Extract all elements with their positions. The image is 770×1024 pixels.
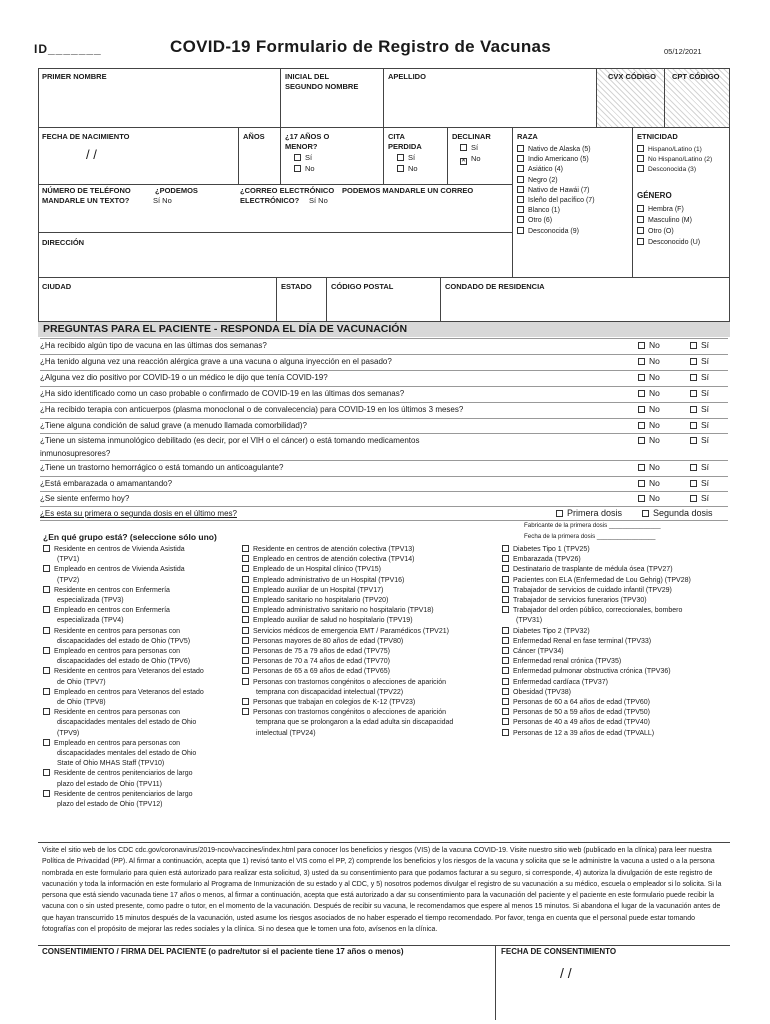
group-option: de Ohio (TPV7): [57, 678, 106, 686]
group-option: discapacidades del estado de Ohio (TPV6): [57, 658, 191, 666]
first-name-label: PRIMER NOMBRE: [42, 72, 107, 81]
race-option[interactable]: Nativo de Alaska (5): [517, 145, 595, 155]
race-option[interactable]: Nativo de Hawái (7): [517, 186, 595, 196]
decline-si[interactable]: Sí: [460, 143, 478, 153]
group-option[interactable]: Destinatario de trasplante de médula ósea (TPV27): [502, 565, 730, 575]
group-option[interactable]: Personas de 40 a 49 años de edad (TPV40): [502, 718, 730, 728]
form-date: 05/12/2021: [664, 47, 702, 56]
missed-no[interactable]: No: [397, 164, 418, 174]
race-option[interactable]: Isleño del pacífico (7): [517, 196, 595, 206]
group-option[interactable]: Empleado administrativo sanitario no hospitalario (TPV18): [242, 606, 502, 616]
questions-header-text: PREGUNTAS PARA EL PACIENTE - RESPONDA EL DÍA DE VACUNACIÓN: [43, 323, 408, 335]
first-dose-date-field[interactable]: Fecha de la primera dosis _________________: [524, 533, 656, 540]
race-option[interactable]: Indio Americano (5): [517, 155, 595, 165]
age-label: AÑOS: [243, 132, 265, 141]
group-option[interactable]: Personas que trabajan en colegios de K-12 (TPV23): [242, 698, 502, 708]
checkbox-icon[interactable]: [43, 790, 50, 797]
signature-label: CONSENTIMIENTO / FIRMA DEL PACIENTE (o padre/tutor si el paciente tiene 17 años o menos): [42, 947, 404, 956]
missed-appointment-label: CITA PERDIDA: [388, 132, 422, 151]
email-label: ¿CORREO ELECTRÓNICO ELECTRÓNICO?: [240, 186, 335, 205]
group-option[interactable]: Embarazada (TPV26): [502, 555, 730, 565]
group-option: especializada (TPV3): [57, 597, 124, 605]
state-label: ESTADO: [281, 282, 312, 291]
group-option[interactable]: Personas de 65 a 69 años de edad (TPV65): [242, 667, 502, 677]
checkbox-icon[interactable]: [242, 698, 249, 705]
checkbox-icon[interactable]: [502, 708, 509, 715]
checkbox-icon[interactable]: [43, 606, 50, 613]
checkbox-icon[interactable]: [502, 576, 509, 583]
checkbox-icon[interactable]: [242, 627, 249, 634]
groups-title: ¿En qué grupo está? (seleccione sólo uno): [43, 532, 217, 542]
phone-label: NÚMERO DE TELÉFONO MANDARLE UN TEXTO?: [42, 186, 131, 205]
second-dose-option[interactable]: Segunda dosis: [642, 507, 713, 520]
checkbox-icon[interactable]: [43, 739, 50, 746]
checkbox-icon[interactable]: [502, 596, 509, 603]
city-label: CIUDAD: [42, 282, 72, 291]
race-option[interactable]: Desconocida (9): [517, 227, 595, 237]
question-row: ¿Está embarazada o amamantando? No Sí: [40, 476, 728, 490]
group-option[interactable]: Empleado en centros de Vivienda Asistida: [43, 565, 243, 575]
checkbox-icon[interactable]: [242, 637, 249, 644]
checkbox-icon[interactable]: [502, 698, 509, 705]
group-option[interactable]: Personas de 60 a 64 años de edad (TPV60): [502, 698, 730, 708]
groups-column-2: [242, 545, 502, 739]
group-option[interactable]: Enfermedad Renal en fase terminal (TPV33): [502, 637, 730, 647]
checkbox-icon[interactable]: [502, 667, 509, 674]
group-option[interactable]: Residente de centros penitenciarios de largo: [43, 769, 243, 779]
checkbox-icon[interactable]: [502, 647, 509, 654]
question-row: ¿Ha recibido algún tipo de vacuna en las últimas dos semanas? No Sí: [40, 338, 728, 352]
checkbox-icon[interactable]: [502, 688, 509, 695]
checkbox-icon[interactable]: [242, 708, 249, 715]
can-text-label: ¿PODEMOS: [155, 186, 198, 195]
group-option: plazo del estado de Ohio (TPV11): [57, 780, 162, 788]
question-row: ¿Ha recibido terapia con anticuerpos (plasma monoclonal o de convalecencia) para COVID-19 en los últimos 3 meses? No Sí: [40, 402, 728, 416]
checkbox-icon[interactable]: [43, 708, 50, 715]
first-dose-option[interactable]: Primera dosis: [556, 507, 622, 520]
group-option: State of Ohio MHAS Staff (TPV10): [57, 760, 165, 768]
checkbox-icon[interactable]: [502, 729, 509, 736]
email-si-no[interactable]: Sí No: [309, 196, 328, 205]
group-option[interactable]: Cáncer (TPV34): [502, 647, 730, 657]
checkbox-icon[interactable]: [43, 688, 50, 695]
checkbox-icon[interactable]: [242, 545, 249, 552]
checkbox-icon[interactable]: [242, 555, 249, 562]
can-text-si-no[interactable]: Sí No: [153, 196, 172, 205]
group-option[interactable]: Empleado auxiliar de un Hospital (TPV17): [242, 586, 502, 596]
group-option[interactable]: Enfermedad pulmonar obstructiva crónica (TPV36): [502, 667, 730, 677]
group-option[interactable]: Empleado auxiliar de salud no hospitalario (TPV19): [242, 616, 502, 626]
gender-title: GÉNERO: [637, 191, 672, 200]
race-option[interactable]: Negro (2): [517, 176, 595, 186]
checkbox-icon[interactable]: [242, 565, 249, 572]
under17-label: ¿17 AÑOS O MENOR?: [285, 132, 330, 151]
zip-label: CÓDIGO POSTAL: [331, 282, 394, 291]
group-option[interactable]: Trabajador de servicios funerarios (TPV30): [502, 596, 730, 606]
gender-option[interactable]: Otro (O): [637, 226, 700, 237]
question-row: ¿Ha tenido alguna vez una reacción alérgica grave a una vacuna o alguna inyección en el pasado? No Sí: [40, 354, 728, 368]
consent-date-input[interactable]: / /: [560, 965, 572, 981]
group-option: (TPV31): [516, 617, 543, 625]
group-option[interactable]: Personas de 12 a 39 años de edad (TPVALL): [502, 729, 730, 739]
ethnicity-option[interactable]: No Hispano/Latino (2): [637, 155, 712, 165]
group-option: plazo del estado de Ohio (TPV12): [57, 801, 163, 809]
group-option[interactable]: Personas con trastornos congénitos o afecciones de aparición: [242, 708, 502, 718]
checkbox-icon[interactable]: [502, 555, 509, 562]
group-option: intelectual (TPV24): [256, 729, 316, 737]
checkbox-icon[interactable]: [502, 637, 509, 644]
checkbox-icon[interactable]: [242, 586, 249, 593]
group-option[interactable]: Residente en centros de Vivienda Asistida: [43, 545, 243, 555]
race-option[interactable]: Asiático (4): [517, 165, 595, 175]
checkbox-icon[interactable]: [242, 678, 249, 685]
question-row: ¿Ha sido identificado como un caso probable o confirmado de COVID-19 en las últimas dos semanas? No Sí: [40, 386, 728, 400]
checkbox-icon[interactable]: [502, 627, 509, 634]
county-label: CONDADO DE RESIDENCIA: [445, 282, 545, 291]
group-option: (TPV1): [57, 556, 80, 564]
checkbox-icon[interactable]: [43, 667, 50, 674]
question-row: ¿Alguna vez dio positivo por COVID-19 o un médico le dijo que tenía COVID-19? No Sí: [40, 370, 728, 384]
checkbox-icon[interactable]: [502, 657, 509, 664]
group-option[interactable]: Residente en centros para Veteranos del estado: [43, 667, 243, 677]
dob-input[interactable]: / /: [86, 147, 97, 162]
group-option: discapacidades mentales del estado de Ohio: [57, 719, 197, 727]
group-option[interactable]: Personas de 70 a 74 años de edad (TPV70): [242, 657, 502, 667]
dob-label: FECHA DE NACIMIENTO: [42, 132, 130, 141]
ethnicity-options: [637, 145, 712, 176]
checkbox-icon[interactable]: [242, 616, 249, 623]
groups-column-3: [502, 545, 730, 739]
group-option[interactable]: Personas de 75 a 79 años de edad (TPV75): [242, 647, 502, 657]
group-option[interactable]: Empleado administrativo de un Hospital (TPV16): [242, 576, 502, 586]
group-option[interactable]: Empleado en centros con Enfermería: [43, 606, 243, 616]
checkbox-icon[interactable]: [242, 647, 249, 654]
group-option[interactable]: Enfermedad renal crónica (TPV35): [502, 657, 730, 667]
checkbox-icon[interactable]: [43, 769, 50, 776]
group-option[interactable]: Personas con trastornos congénitos o afecciones de aparición: [242, 678, 502, 688]
cpt-code-label: CPT CÓDIGO: [672, 72, 720, 81]
cvx-code-label: CVX CÓDIGO: [608, 72, 656, 81]
gender-options: [637, 204, 700, 248]
checkbox-icon[interactable]: [242, 657, 249, 664]
checkbox-icon[interactable]: [43, 586, 50, 593]
gender-option[interactable]: Desconocido (U): [637, 237, 700, 248]
group-option[interactable]: Empleado de un Hospital clínico (TPV15): [242, 565, 502, 575]
checkbox-icon[interactable]: [502, 718, 509, 725]
checkbox-icon[interactable]: [502, 678, 509, 685]
group-option: temprana con discapacidad intelectual (TPV22): [256, 688, 404, 696]
checkbox-icon[interactable]: [502, 565, 509, 572]
gender-option[interactable]: Hembra (F): [637, 204, 700, 215]
manufacturer-field[interactable]: Fabricante de la primera dosis _______________: [524, 522, 661, 529]
checkbox-icon[interactable]: [242, 576, 249, 583]
race-option[interactable]: Otro (6): [517, 216, 595, 226]
missed-si[interactable]: Sí: [397, 153, 415, 163]
group-option[interactable]: Personas de 50 a 59 años de edad (TPV50): [502, 708, 730, 718]
ethnicity-option[interactable]: Hispano/Latino (1): [637, 145, 712, 155]
checkbox-icon[interactable]: [502, 586, 509, 593]
under17-si[interactable]: Sí: [294, 153, 312, 163]
group-option: (TPV2): [57, 576, 80, 584]
address-label: DIRECCIÓN: [42, 238, 85, 247]
checkbox-icon[interactable]: [43, 627, 50, 634]
group-option: de Ohio (TPV8): [57, 699, 106, 707]
group-option[interactable]: Empleado en centros para personas con: [43, 647, 243, 657]
group-option: discapacidades del estado de Ohio (TPV5): [57, 637, 191, 645]
ethnicity-title: ETNICIDAD: [637, 132, 678, 141]
under17-no[interactable]: No: [294, 164, 315, 174]
race-title: RAZA: [517, 132, 538, 141]
group-option[interactable]: Residente en centros de atención colectiva (TPV13): [242, 545, 502, 555]
group-option: (TPV9): [57, 729, 80, 737]
group-option[interactable]: Enfermedad cardíaca (TPV37): [502, 678, 730, 688]
ethnicity-option[interactable]: Desconocida (3): [637, 165, 712, 175]
group-option[interactable]: Pacientes con ELA (Enfermedad de Lou Gehrig) (TPV28): [502, 576, 730, 586]
group-option[interactable]: Personas mayores de 80 años de edad (TPV80): [242, 637, 502, 647]
decline-no[interactable]: ✕No: [460, 154, 481, 165]
group-option[interactable]: Residente en centros para personas con: [43, 627, 243, 637]
checkbox-icon[interactable]: [43, 647, 50, 654]
gender-option[interactable]: Masculino (M): [637, 215, 700, 226]
group-option: discapacidades mentales del estado de Ohio: [57, 750, 197, 758]
middle-initial-label: INICIAL DEL SEGUNDO NOMBRE: [285, 72, 359, 91]
checkbox-icon[interactable]: [43, 565, 50, 572]
group-option: temprana que se prolongaron a la edad adulta sin discapacidad: [256, 719, 454, 727]
group-option[interactable]: Trabajador del orden público, correccionales, bombero: [502, 606, 730, 616]
group-option[interactable]: Diabetes Tipo 1 (TPV25): [502, 545, 730, 555]
group-option[interactable]: Empleado en centros de atención colectiva (TPV14): [242, 555, 502, 565]
group-option[interactable]: Empleado sanitario no hospitalario (TPV20): [242, 596, 502, 606]
email-can-label: PODEMOS MANDARLE UN CORREO: [342, 186, 474, 195]
decline-label: DECLINAR: [452, 132, 491, 141]
group-option[interactable]: Residente en centros para personas con: [43, 708, 243, 718]
race-options: [517, 145, 595, 237]
consent-text: Visite el sitio web de los CDC cdc.gov/coronavirus/2019-ncov/vaccines/index.html para conocer los beneficios y riesgos (VIS) de la vacuna COVID-19. Visite nuestro sitio web (publicado en la clínica) para leer nuestra Política de Privacidad (PP). Al firmar a continuación, acepta que 1) revisó tanto el VIS como el PP, 2) comprende los beneficios y los riesgos de la vacuna y solicita que se le administre la vacuna a usted o a la persona nombrada en este formulario para quien está autorizado para realizar esta solicitud, 3) usted da su consentimiento para que podamos facturar a su seguro, si corresponde, 4) autoriza la divulgación de este registro de vacunación y toda la información en este formulario al Programa de Inmunización de su estado y al CDC, y 5) nosotros podemos divulgar el registro de su vacunación a su médico, escuela o empleador si lo solicita. Si la persona que está siendo vacunada tiene 17 años o menos, al firmar a continuación, acepta que está autorizado a dar su consentimiento para la vacunación del paciente y el paciente en este formulario puede recibir la vacuna con o sin usted presente, como padre o tutor, en el momento de la vacunación. Después de recibir su vacuna, le recomendamos que espere al menos 15 minutos. Si abandona el lugar de la vacunación antes de que hayan transcurrido 15 minutos después de la vacunación, usted asume los riesgos asociados de no haber esperado el tiempo recomendado. Por favor, tenga en cuenta que el personal puede estar tomando fotografías con el propósito de mejorar las redes sociales y la clínica. Si no desea que le tomen una foto, avísenos en la clínica.: [42, 847, 722, 934]
checkbox-icon[interactable]: [242, 606, 249, 613]
dose-question-row: ¿Es esta su primera o segunda dosis en el último mes? Primera dosis Segunda dosis: [40, 506, 728, 521]
question-row: ¿Se siente enfermo hoy? No Sí: [40, 491, 728, 505]
form-title: COVID-19 Formulario de Registro de Vacunas: [170, 37, 552, 56]
question-row: ¿Tiene alguna condición de salud grave (a menudo llamada comorbilidad)? No Sí: [40, 418, 728, 432]
groups-column-1: [43, 545, 243, 810]
question-row: ¿Tiene un sistema inmunológico debilitado (es decir, por el VIH o el cáncer) o está tomando medicamentos inmunosupresores? No Sí: [40, 433, 728, 460]
question-row: ¿Tiene un trastorno hemorrágico o está tomando un anticoagulante? No Sí: [40, 460, 728, 474]
checkbox-icon[interactable]: [502, 606, 509, 613]
group-option[interactable]: Residente de centros penitenciarios de largo: [43, 790, 243, 800]
race-option[interactable]: Blanco (1): [517, 206, 595, 216]
checkbox-icon[interactable]: [242, 596, 249, 603]
last-name-label: APELLIDO: [388, 72, 426, 81]
group-option[interactable]: Diabetes Tipo 2 (TPV32): [502, 627, 730, 637]
group-option[interactable]: Trabajador de servicios de cuidado infantil (TPV29): [502, 586, 730, 596]
checkbox-icon[interactable]: [242, 667, 249, 674]
signature-field[interactable]: [42, 960, 492, 1018]
group-option[interactable]: Residente en centros con Enfermería: [43, 586, 243, 596]
checkbox-icon[interactable]: [43, 545, 50, 552]
group-option[interactable]: Obesidad (TPV38): [502, 688, 730, 698]
consent-date-label: FECHA DE CONSENTIMIENTO: [501, 947, 617, 956]
group-option[interactable]: Empleado en centros para Veteranos del estado: [43, 688, 243, 698]
id-field[interactable]: ID_______: [34, 42, 102, 56]
group-option[interactable]: Servicios médicos de emergencia EMT / Paramédicos (TPV21): [242, 627, 502, 637]
checkbox-icon[interactable]: [502, 545, 509, 552]
group-option[interactable]: Empleado en centros para personas con: [43, 739, 243, 749]
group-option: especializada (TPV4): [57, 617, 124, 625]
